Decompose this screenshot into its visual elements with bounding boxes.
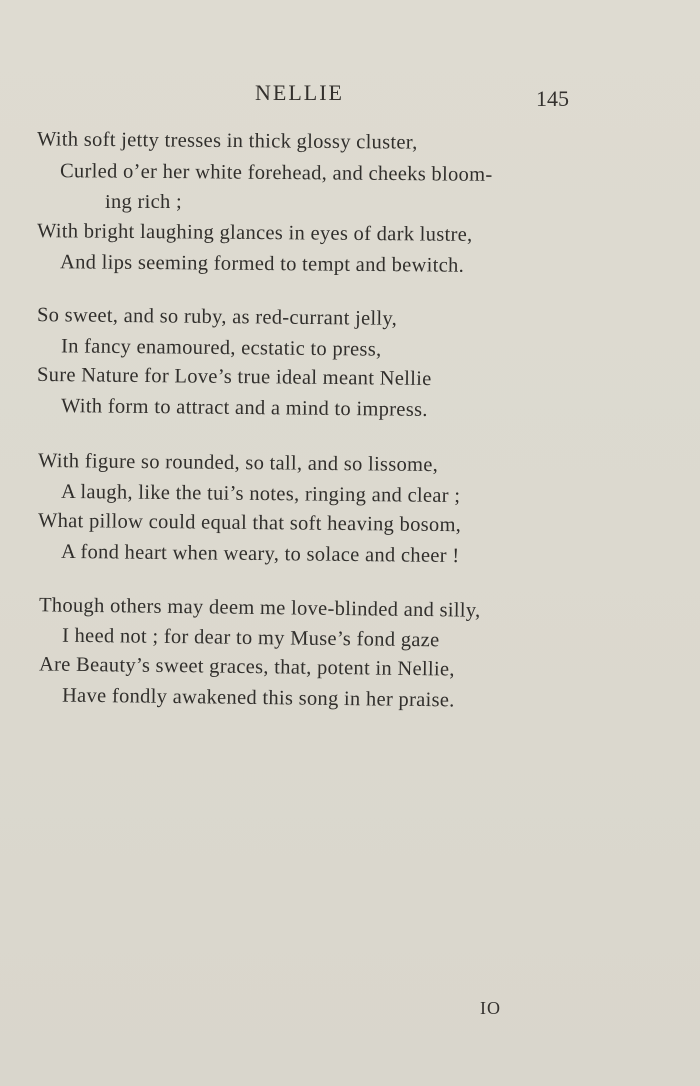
signature-mark: IO	[480, 998, 501, 1018]
poem-line: What pillow could equal that soft heaving bosom,	[37, 509, 462, 537]
poem-line: ing rich ;	[105, 191, 183, 213]
poem-line: With bright laughing glances in eyes of dark lustre,	[36, 220, 473, 246]
poem-line: So sweet, and so ruby, as red-currant jelly,	[36, 304, 398, 330]
running-title: NELLIE	[255, 80, 344, 105]
poem-line: I heed not ; for dear to my Muse’s fond gaze	[61, 624, 440, 652]
poem-line: Curled o’er her white forehead, and cheeks bloom-	[59, 160, 493, 186]
poem-line: A laugh, like the tui’s notes, ringing and clear ;	[60, 480, 461, 508]
poem-line: A fond heart when weary, to solace and cheer !	[60, 540, 460, 568]
poem-line: And lips seeming formed to tempt and bewitch.	[59, 251, 465, 277]
poem-line: Though others may deem me love-blinded and silly,	[38, 594, 481, 622]
page-number: 145	[536, 86, 569, 111]
poem-line: Are Beauty’s sweet graces, that, potent in Nellie,	[38, 653, 455, 681]
poem-line: Sure Nature for Love’s true ideal meant Nellie	[36, 363, 432, 391]
poem-line: With figure so rounded, so tall, and so lissome,	[37, 449, 439, 477]
poem-line: In fancy enamoured, ecstatic to press,	[60, 335, 382, 361]
poem-line: With soft jetty tresses in thick glossy cluster,	[36, 128, 418, 154]
poem-line: With form to attract and a mind to impress.	[60, 395, 428, 421]
poem-line: Have fondly awakened this song in her praise.	[61, 684, 455, 712]
